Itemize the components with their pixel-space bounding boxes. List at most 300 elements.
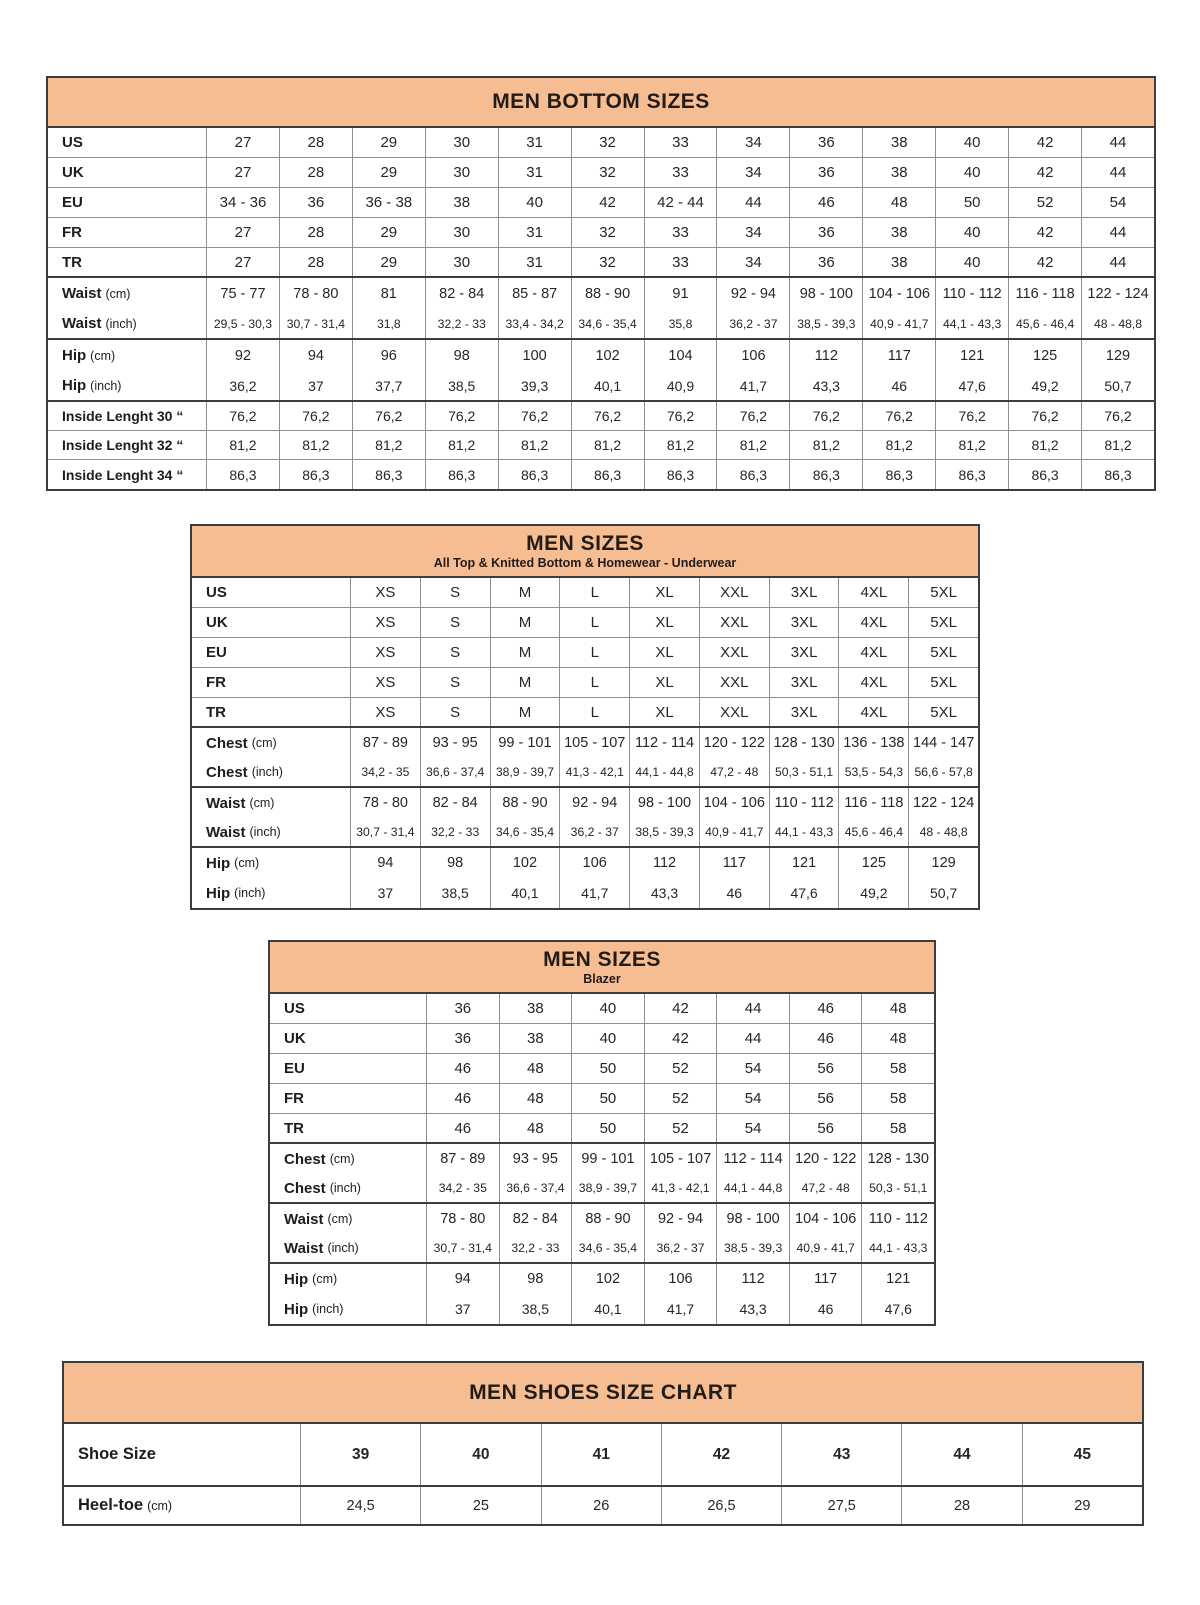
cell-value: 92: [206, 340, 279, 371]
cell-value: L: [559, 698, 629, 726]
cell-value: 52: [644, 1084, 717, 1113]
table-row: [270, 1174, 934, 1204]
cell-value: 4XL: [838, 698, 908, 726]
cell-value: 3XL: [769, 668, 839, 697]
cell-value: 31: [498, 128, 571, 157]
cell-value: 34,2 - 35: [350, 758, 420, 786]
cell-value: 34: [716, 158, 789, 187]
cell-value: 56: [789, 1084, 862, 1113]
table-row: [270, 1294, 934, 1324]
cell-value: 75 - 77: [206, 278, 279, 309]
cell-value: 29: [352, 158, 425, 187]
cell-value: 43: [781, 1424, 901, 1485]
cell-value: 50: [935, 188, 1008, 217]
row-label-unit: (cm): [251, 736, 277, 750]
row-label: Hip (inch): [206, 884, 266, 902]
cell-value: 44: [1081, 128, 1154, 157]
cell-value: M: [490, 578, 560, 607]
row-label: Heel-toe (cm): [78, 1496, 173, 1514]
cell-value: 144 - 147: [908, 728, 978, 758]
cell-value: 43,3: [716, 1294, 789, 1324]
cell-value: XL: [629, 578, 699, 607]
cell-value: 87 - 89: [350, 728, 420, 758]
men-sizes-table: [190, 524, 980, 910]
row-label: Chest (inch): [206, 763, 283, 781]
cell-value: 48: [861, 994, 934, 1023]
cell-value: 46: [789, 994, 862, 1023]
cell-value: 96: [352, 340, 425, 371]
cell-value: 44: [1081, 218, 1154, 247]
cell-value: 81: [352, 278, 425, 309]
table-header: [48, 78, 1154, 128]
cell-value: 29: [1022, 1487, 1142, 1524]
row-label: Waist (cm): [62, 285, 131, 302]
cell-value: 29,5 - 30,3: [206, 309, 279, 338]
cell-value: XL: [629, 668, 699, 697]
cell-value: 34: [716, 128, 789, 157]
cell-value: 32,2 - 33: [425, 309, 498, 338]
cell-value: 34: [716, 248, 789, 276]
row-label: Inside Lenght 34 “: [62, 466, 184, 483]
cell-value: 122 - 124: [1081, 278, 1154, 309]
cell-value: 47,2 - 48: [699, 758, 769, 786]
table-header: [64, 1363, 1142, 1424]
cell-value: 128 - 130: [769, 728, 839, 758]
table-row: [192, 698, 978, 728]
men-shoes-size-table: [62, 1361, 1144, 1526]
cell-value: 47,6: [861, 1294, 934, 1324]
cell-value: M: [490, 608, 560, 637]
cell-value: 98 - 100: [629, 788, 699, 818]
cell-value: 29: [352, 218, 425, 247]
cell-value: 102: [571, 340, 644, 371]
cell-value: 30,7 - 31,4: [426, 1234, 499, 1262]
cell-value: 48: [861, 1024, 934, 1053]
cell-value: 45,6 - 46,4: [838, 818, 908, 846]
table-title: MEN SHOES SIZE CHART: [469, 1380, 737, 1404]
cell-value: 81,2: [716, 431, 789, 459]
cell-value: 81,2: [935, 431, 1008, 459]
cell-value: 86,3: [206, 460, 279, 489]
cell-value: 38: [499, 1024, 572, 1053]
cell-value: 36: [426, 994, 499, 1023]
cell-value: 38,5: [420, 878, 490, 908]
cell-value: 26: [541, 1487, 661, 1524]
row-label-unit: (inch): [105, 316, 137, 331]
men-blazer-sizes-table: [268, 940, 936, 1326]
row-label-unit: (cm): [234, 856, 260, 870]
row-label-unit: (cm): [249, 796, 275, 810]
cell-value: 81,2: [644, 431, 717, 459]
cell-value: 121: [769, 848, 839, 878]
cell-value: M: [490, 698, 560, 726]
cell-value: 29: [352, 128, 425, 157]
cell-value: 44,1 - 44,8: [629, 758, 699, 786]
cell-value: 42: [571, 188, 644, 217]
cell-value: 41,7: [716, 371, 789, 400]
table-row: [48, 218, 1154, 248]
cell-value: 49,2: [1008, 371, 1081, 400]
cell-value: 106: [644, 1264, 717, 1294]
cell-value: 38: [425, 188, 498, 217]
row-label: TR: [206, 703, 226, 721]
cell-value: 36: [789, 158, 862, 187]
cell-value: 31: [498, 218, 571, 247]
row-label: Inside Lenght 32 “: [62, 437, 184, 453]
row-label-unit: (inch): [312, 1302, 344, 1316]
cell-value: 53,5 - 54,3: [838, 758, 908, 786]
cell-value: 4XL: [838, 578, 908, 607]
cell-value: 76,2: [352, 402, 425, 430]
cell-value: S: [420, 578, 490, 607]
cell-value: 52: [1008, 188, 1081, 217]
row-label: Waist (inch): [206, 823, 281, 841]
cell-value: 129: [908, 848, 978, 878]
row-label-unit: (inch): [90, 378, 122, 393]
cell-value: 30: [425, 158, 498, 187]
cell-value: 40,9 - 41,7: [789, 1234, 862, 1262]
cell-value: 82 - 84: [499, 1204, 572, 1234]
cell-value: 86,3: [1081, 460, 1154, 489]
cell-value: 38: [862, 158, 935, 187]
cell-value: 91: [644, 278, 717, 309]
cell-value: 86,3: [716, 460, 789, 489]
cell-value: 44: [901, 1424, 1021, 1485]
table-body: [48, 128, 1154, 489]
cell-value: 44: [716, 994, 789, 1023]
cell-value: 44: [1081, 158, 1154, 187]
cell-value: 76,2: [644, 402, 717, 430]
cell-value: 5XL: [908, 698, 978, 726]
cell-value: 42: [1008, 248, 1081, 276]
cell-value: 104: [644, 340, 717, 371]
cell-value: 44,1 - 43,3: [769, 818, 839, 846]
row-label: Hip (cm): [62, 347, 116, 364]
cell-value: 30: [425, 128, 498, 157]
cell-value: 45: [1022, 1424, 1142, 1485]
cell-value: 48 - 48,8: [908, 818, 978, 846]
cell-value: 104 - 106: [699, 788, 769, 818]
cell-value: 28: [279, 128, 352, 157]
cell-value: 94: [350, 848, 420, 878]
cell-value: S: [420, 638, 490, 667]
cell-value: XS: [350, 698, 420, 726]
cell-value: 50: [571, 1054, 644, 1083]
cell-value: 112: [716, 1264, 789, 1294]
cell-value: 34 - 36: [206, 188, 279, 217]
cell-value: 81,2: [425, 431, 498, 459]
cell-value: S: [420, 608, 490, 637]
cell-value: 41,7: [559, 878, 629, 908]
cell-value: 38,9 - 39,7: [490, 758, 560, 786]
cell-value: L: [559, 608, 629, 637]
cell-value: L: [559, 638, 629, 667]
row-label: US: [284, 1000, 305, 1017]
cell-value: 129: [1081, 340, 1154, 371]
cell-value: 120 - 122: [699, 728, 769, 758]
table-title: MEN BOTTOM SIZES: [492, 90, 710, 114]
cell-value: 44,1 - 44,8: [716, 1174, 789, 1202]
cell-value: 102: [490, 848, 560, 878]
table-row: [48, 278, 1154, 309]
row-label: US: [62, 134, 83, 151]
cell-value: 46: [426, 1054, 499, 1083]
cell-value: 86,3: [498, 460, 571, 489]
cell-value: XL: [629, 608, 699, 637]
cell-value: 116 - 118: [1008, 278, 1081, 309]
cell-value: 33: [644, 248, 717, 276]
row-label: FR: [206, 674, 226, 691]
cell-value: 56,6 - 57,8: [908, 758, 978, 786]
cell-value: 43,3: [629, 878, 699, 908]
cell-value: 44: [716, 1024, 789, 1053]
cell-value: 117: [789, 1264, 862, 1294]
table-row: [64, 1487, 1142, 1524]
table-row: [270, 1234, 934, 1264]
row-label: Hip (inch): [284, 1300, 344, 1318]
cell-value: 120 - 122: [789, 1144, 862, 1174]
cell-value: 48: [499, 1054, 572, 1083]
cell-value: 110 - 112: [769, 788, 839, 818]
cell-value: XL: [629, 698, 699, 726]
cell-value: 4XL: [838, 668, 908, 697]
row-label: UK: [284, 1030, 306, 1047]
cell-value: 4XL: [838, 608, 908, 637]
table-row: [192, 668, 978, 698]
cell-value: 86,3: [279, 460, 352, 489]
cell-value: XXL: [699, 578, 769, 607]
cell-value: 76,2: [935, 402, 1008, 430]
cell-value: 81,2: [862, 431, 935, 459]
cell-value: 40: [935, 248, 1008, 276]
cell-value: 105 - 107: [559, 728, 629, 758]
table-row: [270, 1144, 934, 1174]
cell-value: 28: [279, 248, 352, 276]
cell-value: XS: [350, 608, 420, 637]
cell-value: XXL: [699, 698, 769, 726]
cell-value: 86,3: [862, 460, 935, 489]
cell-value: 98: [420, 848, 490, 878]
cell-value: 93 - 95: [499, 1144, 572, 1174]
cell-value: 41,3 - 42,1: [644, 1174, 717, 1202]
cell-value: M: [490, 638, 560, 667]
cell-value: 36,2 - 37: [716, 309, 789, 338]
cell-value: 34,6 - 35,4: [571, 309, 644, 338]
cell-value: 78 - 80: [426, 1204, 499, 1234]
cell-value: 30: [425, 248, 498, 276]
cell-value: 38: [862, 128, 935, 157]
cell-value: 81,2: [498, 431, 571, 459]
row-label: UK: [206, 614, 228, 631]
cell-value: 81,2: [1008, 431, 1081, 459]
cell-value: 40: [498, 188, 571, 217]
cell-value: 5XL: [908, 638, 978, 667]
row-label: Inside Lenght 30 “: [62, 408, 184, 424]
cell-value: 41,7: [644, 1294, 717, 1324]
table-row: [270, 1084, 934, 1114]
cell-value: 3XL: [769, 608, 839, 637]
cell-value: 38: [862, 248, 935, 276]
cell-value: 81,2: [279, 431, 352, 459]
cell-value: 27,5: [781, 1487, 901, 1524]
cell-value: 27: [206, 128, 279, 157]
cell-value: 3XL: [769, 638, 839, 667]
cell-value: 99 - 101: [571, 1144, 644, 1174]
table-header: [270, 942, 934, 994]
cell-value: 42: [1008, 218, 1081, 247]
cell-value: 48: [499, 1084, 572, 1113]
cell-value: 30: [425, 218, 498, 247]
cell-value: 32: [571, 248, 644, 276]
cell-value: 81,2: [1081, 431, 1154, 459]
cell-value: 47,2 - 48: [789, 1174, 862, 1202]
cell-value: 104 - 106: [862, 278, 935, 309]
cell-value: 32: [571, 128, 644, 157]
cell-value: XXL: [699, 608, 769, 637]
cell-value: 40,9 - 41,7: [862, 309, 935, 338]
cell-value: 34,2 - 35: [426, 1174, 499, 1202]
cell-value: 31,8: [352, 309, 425, 338]
cell-value: 81,2: [571, 431, 644, 459]
cell-value: 37: [279, 371, 352, 400]
cell-value: 41,3 - 42,1: [559, 758, 629, 786]
cell-value: 48: [499, 1114, 572, 1142]
row-label-unit: (cm): [105, 286, 131, 301]
cell-value: 76,2: [206, 402, 279, 430]
cell-value: 54: [716, 1114, 789, 1142]
cell-value: 76,2: [789, 402, 862, 430]
cell-value: 42: [644, 994, 717, 1023]
cell-value: 82 - 84: [425, 278, 498, 309]
cell-value: 33,4 - 34,2: [498, 309, 571, 338]
cell-value: XS: [350, 638, 420, 667]
cell-value: 48 - 48,8: [1081, 309, 1154, 338]
cell-value: 40,1: [571, 1294, 644, 1324]
row-label-unit: (inch): [327, 1241, 359, 1255]
cell-value: 30,7 - 31,4: [350, 818, 420, 846]
row-label: Hip (cm): [284, 1270, 338, 1288]
cell-value: 136 - 138: [838, 728, 908, 758]
cell-value: 38: [499, 994, 572, 1023]
cell-value: 94: [279, 340, 352, 371]
cell-value: 98 - 100: [716, 1204, 789, 1234]
cell-value: 36: [426, 1024, 499, 1053]
table-row: [192, 788, 978, 818]
row-label: Waist (cm): [206, 794, 275, 812]
cell-value: 37,7: [352, 371, 425, 400]
cell-value: 27: [206, 248, 279, 276]
cell-value: 47,6: [769, 878, 839, 908]
cell-value: 32,2 - 33: [420, 818, 490, 846]
cell-value: 86,3: [352, 460, 425, 489]
cell-value: 27: [206, 158, 279, 187]
cell-value: 24,5: [300, 1487, 420, 1524]
cell-value: 41: [541, 1424, 661, 1485]
table-row: [64, 1424, 1142, 1487]
cell-value: 92 - 94: [559, 788, 629, 818]
cell-value: 98: [499, 1264, 572, 1294]
cell-value: 106: [716, 340, 789, 371]
cell-value: 42 - 44: [644, 188, 717, 217]
cell-value: 34,6 - 35,4: [490, 818, 560, 846]
cell-value: 86,3: [644, 460, 717, 489]
cell-value: XXL: [699, 638, 769, 667]
cell-value: 104 - 106: [789, 1204, 862, 1234]
row-label: Waist (cm): [284, 1210, 353, 1228]
cell-value: 76,2: [498, 402, 571, 430]
table-row: [192, 818, 978, 848]
cell-value: 28: [901, 1487, 1021, 1524]
table-row: [48, 431, 1154, 460]
table-title: MEN SIZES: [526, 531, 644, 555]
row-label: Chest (cm): [206, 734, 277, 752]
cell-value: 36: [789, 128, 862, 157]
cell-value: 100: [498, 340, 571, 371]
cell-value: 36: [279, 188, 352, 217]
row-label: Chest (inch): [284, 1179, 361, 1197]
cell-value: 128 - 130: [861, 1144, 934, 1174]
cell-value: 33: [644, 158, 717, 187]
cell-value: 44: [716, 188, 789, 217]
table-body: [192, 578, 978, 908]
cell-value: 110 - 112: [861, 1204, 934, 1234]
table-subtitle: All Top & Knitted Bottom & Homewear - Underwear: [433, 555, 737, 570]
cell-value: 34,6 - 35,4: [571, 1234, 644, 1262]
row-label-unit: (cm): [327, 1212, 353, 1226]
cell-value: 94: [426, 1264, 499, 1294]
table-row: [270, 1024, 934, 1054]
cell-value: 76,2: [279, 402, 352, 430]
table-row: [48, 248, 1154, 278]
table-row: [270, 994, 934, 1024]
cell-value: 54: [716, 1054, 789, 1083]
cell-value: 76,2: [1008, 402, 1081, 430]
table-row: [270, 1204, 934, 1234]
cell-value: 93 - 95: [420, 728, 490, 758]
cell-value: 54: [1081, 188, 1154, 217]
row-label: Shoe Size: [78, 1445, 156, 1463]
cell-value: 37: [350, 878, 420, 908]
row-label: Chest (cm): [284, 1150, 355, 1168]
cell-value: 5XL: [908, 578, 978, 607]
cell-value: 40,1: [490, 878, 560, 908]
table-row: [48, 309, 1154, 340]
cell-value: 33: [644, 128, 717, 157]
cell-value: 25: [420, 1487, 540, 1524]
cell-value: 78 - 80: [350, 788, 420, 818]
table-row: [48, 340, 1154, 371]
table-title: MEN SIZES: [543, 947, 661, 971]
table-row: [270, 1114, 934, 1144]
cell-value: 88 - 90: [490, 788, 560, 818]
row-label: EU: [62, 194, 83, 211]
cell-value: 35,8: [644, 309, 717, 338]
cell-value: 40,9: [644, 371, 717, 400]
row-label: EU: [284, 1060, 305, 1077]
cell-value: 81,2: [206, 431, 279, 459]
cell-value: 43,3: [789, 371, 862, 400]
cell-value: 37: [426, 1294, 499, 1324]
row-label: Hip (inch): [62, 377, 122, 394]
cell-value: 4XL: [838, 638, 908, 667]
cell-value: 58: [861, 1084, 934, 1113]
cell-value: 46: [862, 371, 935, 400]
cell-value: 39,3: [498, 371, 571, 400]
cell-value: 112: [789, 340, 862, 371]
row-label-unit: (cm): [329, 1152, 355, 1166]
cell-value: 76,2: [571, 402, 644, 430]
cell-value: 46: [789, 1024, 862, 1053]
